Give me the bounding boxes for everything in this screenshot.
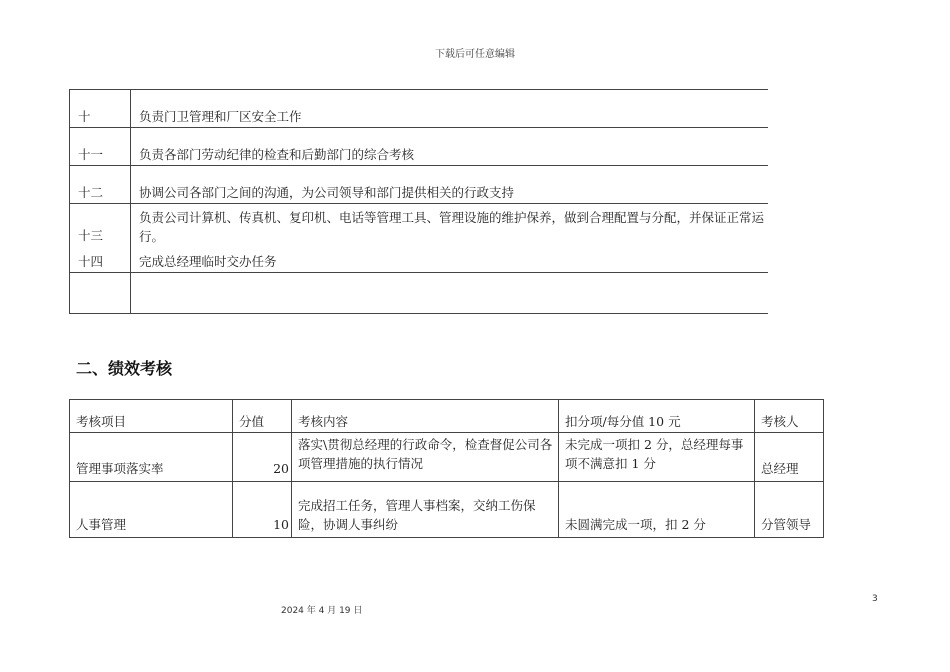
header-item: 考核项目 bbox=[70, 400, 233, 433]
cell-item: 人事管理 bbox=[70, 482, 233, 538]
cell-content: 落实\贯彻总经理的行政命令，检查督促公司各项管理措施的执行情况 bbox=[292, 433, 559, 482]
duty-row bbox=[70, 166, 769, 204]
duty-row bbox=[70, 248, 769, 273]
duty-row bbox=[70, 90, 769, 128]
duty-table bbox=[69, 89, 768, 314]
cell-assessor: 分管领导 bbox=[755, 482, 824, 538]
cell-deduction: 未完成一项扣 2 分，总经理每事项不满意扣 1 分 bbox=[559, 433, 755, 482]
table-row bbox=[70, 482, 824, 538]
duty-number: 十四 bbox=[70, 248, 131, 273]
duty-text: 完成总经理临时交办任务 bbox=[139, 254, 277, 269]
duty-number: 十一 bbox=[70, 128, 131, 166]
cell-assessor: 总经理 bbox=[755, 433, 824, 482]
header-deduction: 扣分项/每分值 10 元 bbox=[559, 400, 755, 433]
cell-deduction: 未圆满完成一项，扣 2 分 bbox=[559, 482, 755, 538]
header-note: 下载后可任意编辑 bbox=[435, 49, 515, 60]
cell-score: 20 bbox=[233, 433, 292, 482]
duty-row bbox=[70, 204, 769, 249]
performance-table bbox=[69, 399, 824, 538]
table-header-row bbox=[70, 400, 824, 433]
duty-text: 负责公司计算机、传真机、复印机、电话等管理工具、管理设施的维护保养，做到合理配置与分配，并保证正常运行。 bbox=[139, 210, 765, 244]
header-content: 考核内容 bbox=[292, 400, 559, 433]
cell-content: 完成招工任务，管理人事档案，交纳工伤保险，协调人事纠纷 bbox=[292, 482, 559, 538]
cell-score: 10 bbox=[233, 482, 292, 538]
header-score: 分值 bbox=[233, 400, 292, 433]
duty-number: 十三 bbox=[70, 204, 131, 249]
duty-text: 负责门卫管理和厂区安全工作 bbox=[139, 109, 302, 124]
duty-text: 协调公司各部门之间的沟通，为公司领导和部门提供相关的行政支持 bbox=[139, 185, 515, 200]
table-row bbox=[70, 433, 824, 482]
cell-item: 管理事项落实率 bbox=[70, 433, 233, 482]
footer-date: 2024 年 4 月 19 日 bbox=[281, 606, 363, 616]
duty-row bbox=[70, 128, 769, 166]
duty-number: 十二 bbox=[70, 166, 131, 204]
duty-number: 十 bbox=[70, 90, 131, 128]
header-assessor: 考核人 bbox=[755, 400, 824, 433]
duty-text: 负责各部门劳动纪律的检查和后勤部门的综合考核 bbox=[139, 147, 415, 162]
section-title: 二、绩效考核 bbox=[76, 359, 173, 378]
duty-number-empty bbox=[70, 273, 131, 314]
duty-text-empty bbox=[131, 273, 769, 314]
page-number: 3 bbox=[872, 594, 878, 604]
duty-row-empty bbox=[70, 273, 769, 314]
